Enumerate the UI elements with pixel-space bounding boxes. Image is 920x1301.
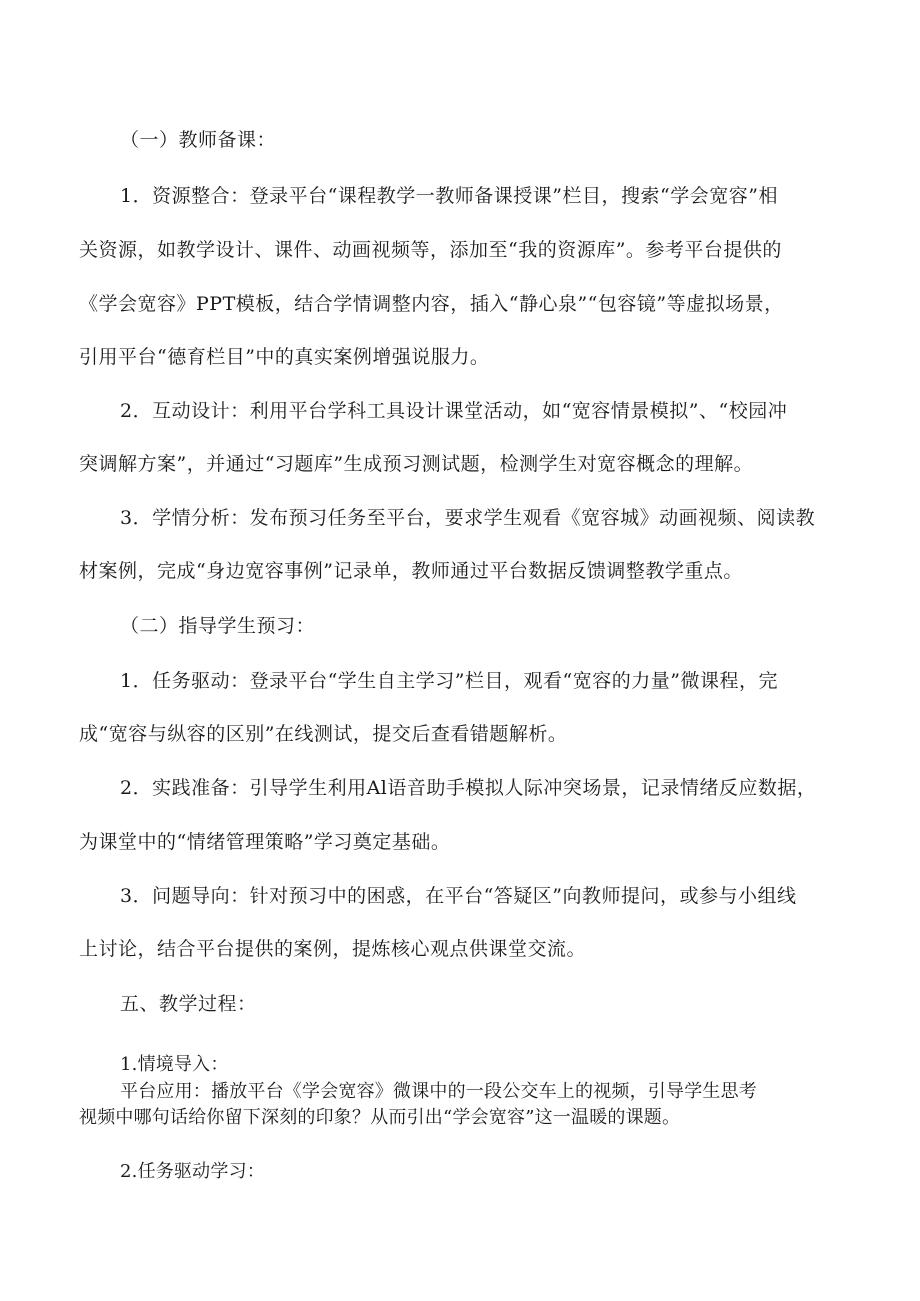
paragraph-line: 成“宽容与纵容的区别”在线测试，提交后查看错题解析。 (79, 723, 568, 745)
paragraph-line: 上讨论，结合平台提供的案例，提炼核心观点供课堂交流。 (79, 938, 587, 960)
section-heading-teaching-process: 五、教学过程： (120, 993, 257, 1015)
paragraph-line: 平台应用：播放平台《学会宽容》微课中的一段公交车上的视频，引导学生思考 (120, 1081, 757, 1102)
step-heading-intro: 1.情境导入： (120, 1054, 229, 1075)
paragraph-line: 视频中哪句话给你留下深刻的印象？从而引出“学会宽容”这一温暖的课题。 (79, 1107, 681, 1128)
paragraph-line: 为课堂中的“情绪管理策略”学习奠定基础。 (79, 831, 451, 853)
section-heading-student-preview: （二）指导学生预习： (120, 615, 316, 637)
paragraph-line: 《学会宽容》PPT模板，结合学情调整内容，插入“静心泉”“包容镜”等虚拟场景， (79, 293, 784, 315)
paragraph-line: 2．实践准备：引导学生利用Al语音助手模拟人际冲突场景，记录情绪反应数据， (120, 777, 817, 799)
paragraph-line: 关资源，如教学设计、课件、动画视频等，添加至“我的资源库”。参考平台提供的 (79, 239, 782, 261)
step-heading-task-driven: 2.任务驱动学习： (120, 1161, 265, 1182)
paragraph-line: 1．资源整合：登录平台“课程教学一教师备课授课”栏目，搜索“学会宽容”相 (120, 185, 778, 207)
paragraph-line: 材案例，完成“身边宽容事例”记录单，教师通过平台数据反馈调整教学重点。 (79, 560, 743, 582)
paragraph-line: 突调解方案”，并通过“习题库”生成预习测试题，检测学生对宽容概念的理解。 (79, 453, 754, 475)
section-heading-teacher-prep: （一）教师备课： (120, 129, 277, 151)
paragraph-line: 3．学情分析：发布预习任务至平台，要求学生观看《宽容城》动画视频、阅读教 (120, 507, 816, 529)
paragraph-line: 1．任务驱动：登录平台“学生自主学习”栏目，观看“宽容的力量”微课程，完 (120, 670, 778, 692)
paragraph-line: 引用平台“德育栏目”中的真实案例增强说服力。 (79, 346, 490, 368)
paragraph-line: 3．问题导向：针对预习中的困惑，在平台“答疑区”向教师提问，或参与小组线 (120, 885, 797, 907)
paragraph-line: 2．互动设计：利用平台学科工具设计课堂活动，如“宽容情景模拟”、“校园冲 (120, 400, 788, 422)
